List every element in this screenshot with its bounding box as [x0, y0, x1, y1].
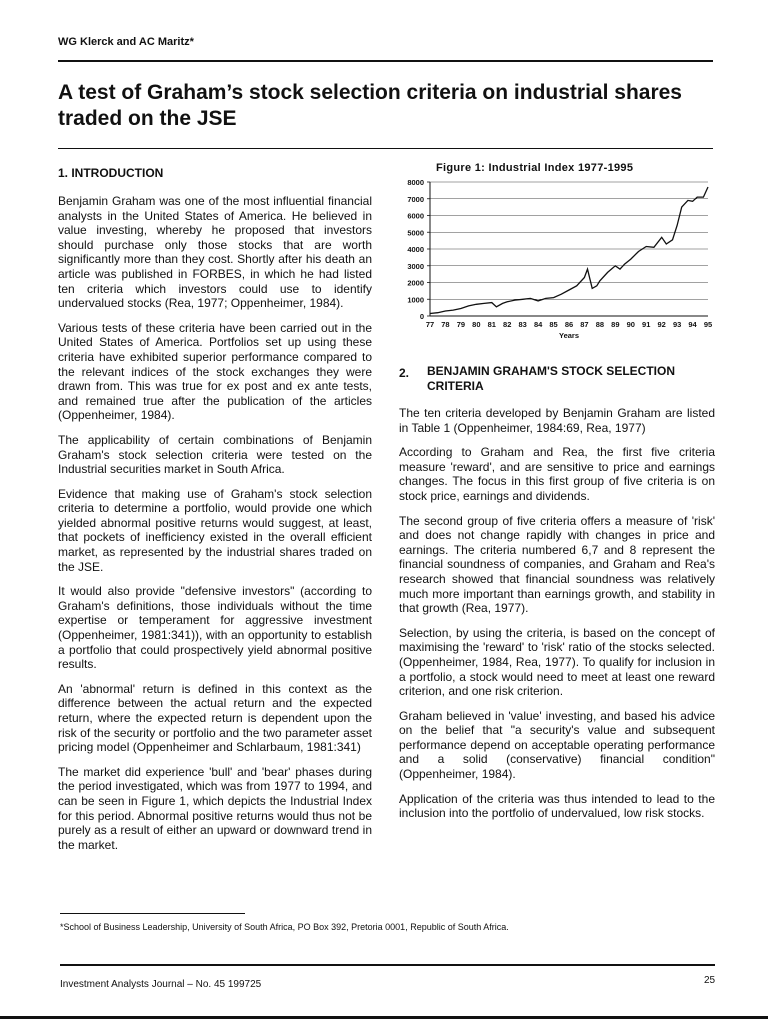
- paragraph: An 'abnormal' return is defined in this context as the difference between the actual return and the expected return, where the expected return is dependent upon the risk of the security or portfolio and the two parameter asset pricing model (Oppenheimer and Schlarbaum, 1981:341): [58, 681, 372, 755]
- paragraph: Graham believed in 'value' investing, and based his advice on the belief that "a security's value and subsequent performance depend on acceptable operating performance and a solid (conservative) financial condition" (Oppenheimer, 1984).: [399, 708, 715, 782]
- paragraph: According to Graham and Rea, the first five criteria measure 'reward', and are sensitive to price and earnings changes. The focus in this first group of five criteria is on stock price, earnings and dividends.: [399, 445, 715, 503]
- article-title: A test of Graham’s stock selection criteria on industrial shares traded on the JSE: [58, 81, 682, 130]
- paragraph: Application of the criteria was thus intended to lead to the inclusion into the portfolio of undervalued, low risk stocks.: [399, 791, 715, 821]
- footnote: *School of Business Leadership, University of South Africa, PO Box 392, Pretoria 0001, Republic of South Africa.: [60, 922, 509, 932]
- right-column-body: [399, 406, 715, 831]
- industrial-index-chart: [392, 174, 722, 344]
- y-tick-label: 1000: [407, 295, 424, 305]
- y-tick-label: 3000: [407, 261, 424, 271]
- y-tick-label: 6000: [407, 211, 424, 221]
- x-tick-label: 84: [533, 320, 543, 329]
- page-number: 25: [704, 975, 716, 986]
- figure-title: Figure 1: Industrial Index 1977-1995: [436, 162, 634, 174]
- x-tick-label: 88: [595, 320, 605, 329]
- x-tick-label: 86: [564, 320, 574, 329]
- running-head: WG Klerck and AC Maritz*: [58, 36, 194, 48]
- y-tick-label: 7000: [407, 194, 424, 204]
- section-heading-criteria: BENJAMIN GRAHAM'S STOCK SELECTION CRITERIA: [427, 364, 675, 393]
- x-tick-label: 87: [580, 320, 589, 329]
- x-tick-label: 91: [642, 320, 651, 329]
- paragraph: The ten criteria developed by Benjamin Graham are listed in Table 1 (Oppenheimer, 1984:69, Rea, 1977): [399, 406, 715, 435]
- header-rule: [58, 60, 713, 62]
- x-tick-label: 90: [626, 320, 635, 329]
- paragraph: The second group of five criteria offers a measure of 'risk' and does not change rapidly with changes in price and earnings. The criteria numbered 6,7 and 8 represent the financial soundness of companies, and Graham and Rea's research showed that financial soundness was relatively much more important than earnings growth, and stability in that growth (Rea, 1977).: [399, 513, 715, 616]
- y-tick-label: 2000: [407, 278, 424, 288]
- journal-citation: Investment Analysts Journal – No. 45 199725: [60, 979, 262, 990]
- x-tick-label: 82: [503, 320, 512, 329]
- bottom-edge-rule: [0, 1016, 768, 1019]
- x-tick-label: 95: [703, 320, 713, 329]
- x-axis-label: Years: [558, 331, 580, 340]
- title-rule: [58, 148, 713, 149]
- x-tick-label: 92: [657, 320, 666, 329]
- footnote-rule: [60, 913, 245, 914]
- paragraph: It would also provide "defensive investors" (according to Graham's definitions, those individuals without the time expertise or temperament for aggressive investment (Oppenheimer, 1981:341)), with an opportunity to establish a portfolio that could prospectively yield abnormal positive results.: [58, 584, 372, 672]
- y-tick-label: 5000: [407, 228, 424, 238]
- paragraph: Selection, by using the criteria, is based on the concept of maximising the 'reward' to 'risk' ratio of the stocks selected. (Oppenheimer, 1984, Rea, 1977). To qualify for inclusion in a portfolio, a stock would need to meet at least one reward criterion, and one risk criterion.: [399, 625, 715, 699]
- paragraph: Benjamin Graham was one of the most influential financial analysts in the United States of America. He believed in value investing, whereby he proposed that investors should purchase only those stocks that are worth significantly more than they cost. Shortly after his death an article was published in FORBES, in which he had listed ten criteria which investors could use to identify undervalued stocks (Rea, 1977; Oppenheimer, 1984).: [58, 194, 372, 311]
- x-tick-label: 80: [472, 320, 481, 329]
- x-tick-label: 94: [688, 320, 697, 329]
- paragraph: Evidence that making use of Graham's stock selection criteria to determine a portfolio, would provide one which yielded abnormal positive returns would suggest, at least, that pockets of inefficiency existed in the overall efficient market, as represented by the industrial shares traded on the JSE.: [58, 486, 372, 574]
- x-tick-label: 77: [425, 320, 435, 329]
- x-tick-label: 78: [441, 320, 450, 329]
- left-column-body: [58, 194, 372, 862]
- section-heading-introduction: 1. INTRODUCTION: [58, 166, 164, 180]
- y-tick-label: 4000: [407, 245, 424, 254]
- x-tick-label: 83: [518, 320, 527, 329]
- x-tick-label: 85: [549, 320, 558, 329]
- x-tick-label: 93: [672, 320, 682, 329]
- x-tick-label: 79: [456, 320, 466, 329]
- footer-rule: [60, 964, 715, 966]
- section-number: 2.: [399, 366, 410, 380]
- paragraph: The market did experience 'bull' and 'bear' phases during the period investigated, which was from 1977 to 1994, and can be seen in Figure 1, which depicts the Industrial Index for this period. Abnormal positive returns would thus not be purely as a result of either an upward or downward trend in the market.: [58, 764, 372, 852]
- y-tick-label: 8000: [407, 178, 424, 187]
- series-line: [430, 187, 708, 314]
- paragraph: Various tests of these criteria have been carried out in the United States of America. Portfolios set up using these criteria have exhibited superior performance compared to the relevant indices of the stock exchanges they were drawn from. This was true for ex post and ex ante tests, and remained true after the publication of the articles (Oppenheimer, 1984).: [58, 320, 372, 423]
- x-tick-label: 81: [487, 320, 496, 329]
- x-tick-label: 89: [611, 320, 620, 329]
- y-tick-label: 0: [419, 312, 424, 321]
- paragraph: The applicability of certain combinations of Benjamin Graham's stock selection criteria were tested on the Industrial securities market in South Africa.: [58, 432, 372, 477]
